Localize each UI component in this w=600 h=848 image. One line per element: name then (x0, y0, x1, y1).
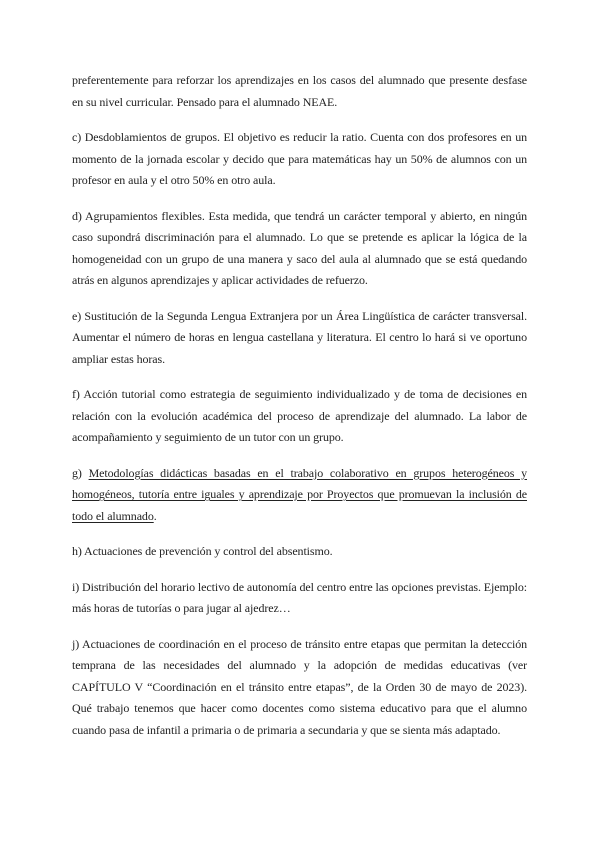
paragraph-g-suffix: . (153, 508, 157, 523)
paragraph-d-agrupamientos: d) Agrupamientos flexibles. Esta medida, que tendrá un carácter temporal y abierto, en ningún caso supondrá discriminación para el alumnado. Lo que se pretende es aplicar la lógica de la homogeneidad con un grupo de una manera y saco del aula al alumnado que se está quedando atrás en algunos aprendizajes y aplicar actividades de refuerzo. (72, 208, 527, 287)
document-page (72, 70, 527, 755)
paragraph-i-distribucion: i) Distribución del horario lectivo de autonomía del centro entre las opciones previstas. Ejemplo: más horas de tutorías o para jugar al ajedrez… (72, 579, 527, 615)
paragraph-f-accion-tutorial: f) Acción tutorial como estrategia de seguimiento individualizado y de toma de decisiones en relación con la evolución académica del proceso de aprendizaje del alumnado. La labor de acompañamiento y seguimiento de un tutor con un grupo. (72, 387, 527, 444)
paragraph-continuation: preferentemente para reforzar los aprendizajes en los casos del alumnado que presente desfase en su nivel curricular. Pensado para el alumnado NEAE. (72, 73, 527, 109)
paragraph-g-metodologias (72, 463, 527, 528)
paragraph-c-desdoblamientos: c) Desdoblamientos de grupos. El objetivo es reducir la ratio. Cuenta con dos profesores en un momento de la jornada escolar y decido que para matemáticas hay un 50% de alumnos con un profesor en aula y el otro 50% en otro aula. (72, 130, 527, 187)
paragraph-j-coordinacion: j) Actuaciones de coordinación en el proceso de tránsito entre etapas que permitan la detección temprana de las necesidades del alumnado y la adopción de medidas educativas (ver CAPÍTULO V “Coordinación en el tránsito entre etapas”, de la Orden 30 de mayo de 2023). Qué trabajo tenemos que hacer como docentes como sistema educativo para que el alumno cuando pasa de infantil a primaria o de primaria a secundaria y que se sienta más adaptado. (72, 636, 527, 737)
paragraph-g-prefix: g) (72, 465, 89, 480)
paragraph-h-absentismo: h) Actuaciones de prevención y control del absentismo. (72, 544, 333, 558)
paragraph-e-sustitucion: e) Sustitución de la Segunda Lengua Extranjera por un Área Lingüística de carácter transversal. Aumentar el número de horas en lengua castellana y literatura. El centro lo hará si ve oportuno ampliar estas horas. (72, 308, 527, 366)
paragraph-g-underlined-text: Metodologías didácticas basadas en el trabajo colaborativo en grupos heterogéneos y homogéneos, tutoría entre iguales y aprendizaje por Proyectos que promuevan la inclusión de todo el alumnado (72, 465, 527, 523)
